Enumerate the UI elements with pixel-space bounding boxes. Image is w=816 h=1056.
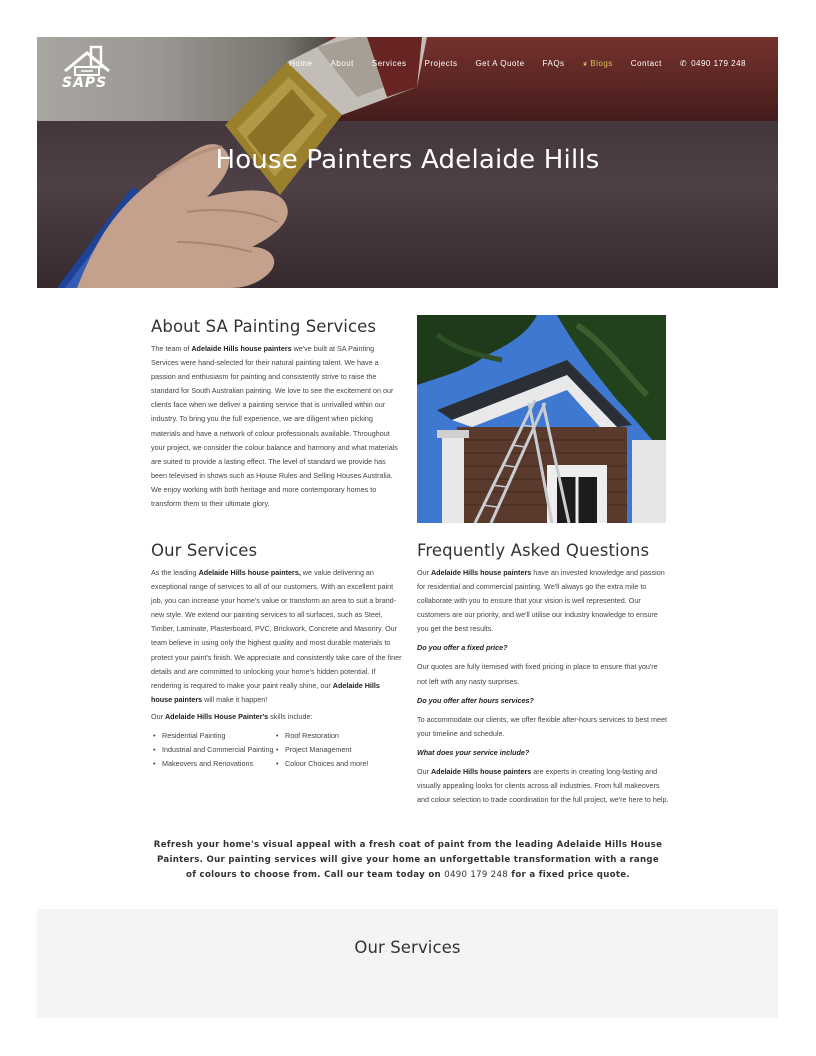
list-item: • Residential Painting (151, 729, 274, 743)
about-section (151, 317, 403, 511)
page-title: House Painters Adelaide Hills (215, 145, 600, 175)
faq-intro: Our Adelaide Hills house painters have an invested knowledge and passion for residential and commercial painting. We'll always go the extra mile to collaborate with you to ensure that your vision is well represented. Our customers are our priority, and we'll utilise our industry knowledge to ensure you get the best results. (417, 568, 665, 634)
nav-blogs[interactable]: ❦ Blogs (583, 59, 613, 68)
skills-column-2 (274, 729, 397, 771)
nav-services[interactable]: Services (371, 59, 407, 68)
skills-intro: Our Adelaide Hills House Painter's skills include: (151, 711, 313, 721)
nav-about[interactable]: About (330, 59, 354, 68)
services-paragraph: As the leading Adelaide Hills house painters, we value delivering an exceptional range of services to all of our customers. With an excellent paint job, you can increase your home's value or transform an area to suit a brand-new style. We extend our painting services to all surfaces, such as Steel, Timber, Laminate, Plasterboard, PVC, Brickwork, Concrete and Masonry. Our team believe in using only the highest quality and most durable materials to protect your paint's finish. We appreciate and consistently take care of the finer details and are committed to unlocking your home's hidden potential. If rendering is required to make your paint really shine, our Adelaide Hills house painters will make it happen! (151, 568, 402, 704)
faq-section (417, 541, 669, 807)
hero-banner (37, 37, 778, 288)
services-section (151, 541, 403, 771)
nav-phone-label: 0490 179 248 (691, 59, 746, 68)
phone-icon: ✆ (679, 59, 688, 68)
faq-answer-service-include: Our Adelaide Hills house painters are experts in creating long-lasting and visually appealing looks for clients across all industries. From full makeovers and colour selection to trade coordination for the full project, we're here to help. (417, 766, 669, 805)
faq-answer-after-hours: To accommodate our clients, we offer flexible after-hours services to best meet your timeline and schedule. (417, 714, 667, 738)
our-services-band (37, 909, 778, 1018)
nav-projects[interactable]: Projects (424, 59, 458, 68)
logo-text[interactable]: SAPS (62, 75, 108, 91)
call-to-action-text: Refresh your home's visual appeal with a fresh coat of paint from the leading Adelaide Hills House Painters. Our painting services will give your home an unforgettable transformation with a range of colours to choose from. Call our team today on 0490 179 248 for a fixed price quote. (153, 840, 663, 880)
list-item: • Roof Restoration (274, 729, 397, 743)
nav-faqs[interactable]: FAQs (542, 59, 565, 68)
skills-list (151, 729, 403, 771)
faq-question-service-include: What does your service include? (417, 747, 530, 757)
about-paragraph: The team of Adelaide Hills house painters we've built at SA Painting Services were hand-selected for their natural painting talent. We have a passion and enthusiasm for painting and consistently strive to raise the standard for South Australian painting. We love to see the excitement on our clients face when we deliver a painting service that is unrivalled within our industry. To bring you the full experience, we are diligent when picking materials and have a network of colour professionals available. Throughout your project, we consider the colour balance and harmony and what materials are suited to provide a lasting effect. The level of standard we provide has been televised in shows such as House Rules and Selling Houses Australia. We enjoy working with both heritage and more contemporary homes to transform them to their ultimate glory. (151, 344, 398, 509)
faq-question-after-hours: Do you offer after hours services? (417, 695, 534, 705)
nav-contact[interactable]: Contact (630, 59, 662, 68)
list-item: • Makeovers and Renovations (151, 757, 274, 771)
list-item: • Project Management (274, 743, 397, 757)
faq-question-fixed-price: Do you offer a fixed price? (417, 643, 508, 653)
services-heading: Our Services (151, 541, 258, 560)
list-item: • Colour Choices and more! (274, 757, 397, 771)
list-item: • Industrial and Commercial Painting (151, 743, 274, 757)
nav-get-a-quote[interactable]: Get A Quote (475, 59, 525, 68)
faq-answer-fixed-price: Our quotes are fully itemised with fixed pricing in place to ensure that you're not left with any nasty surprises. (417, 662, 658, 686)
about-heading: About SA Painting Services (151, 317, 377, 336)
skills-column-1 (151, 729, 274, 771)
cta-phone-link[interactable]: 0490 179 248 (444, 870, 508, 880)
faq-heading: Frequently Asked Questions (417, 541, 650, 560)
house-photo (417, 315, 666, 523)
nav-home[interactable]: Home (289, 59, 313, 68)
main-nav (271, 59, 746, 68)
nav-phone[interactable] (680, 59, 746, 68)
band-heading: Our Services (354, 938, 461, 957)
